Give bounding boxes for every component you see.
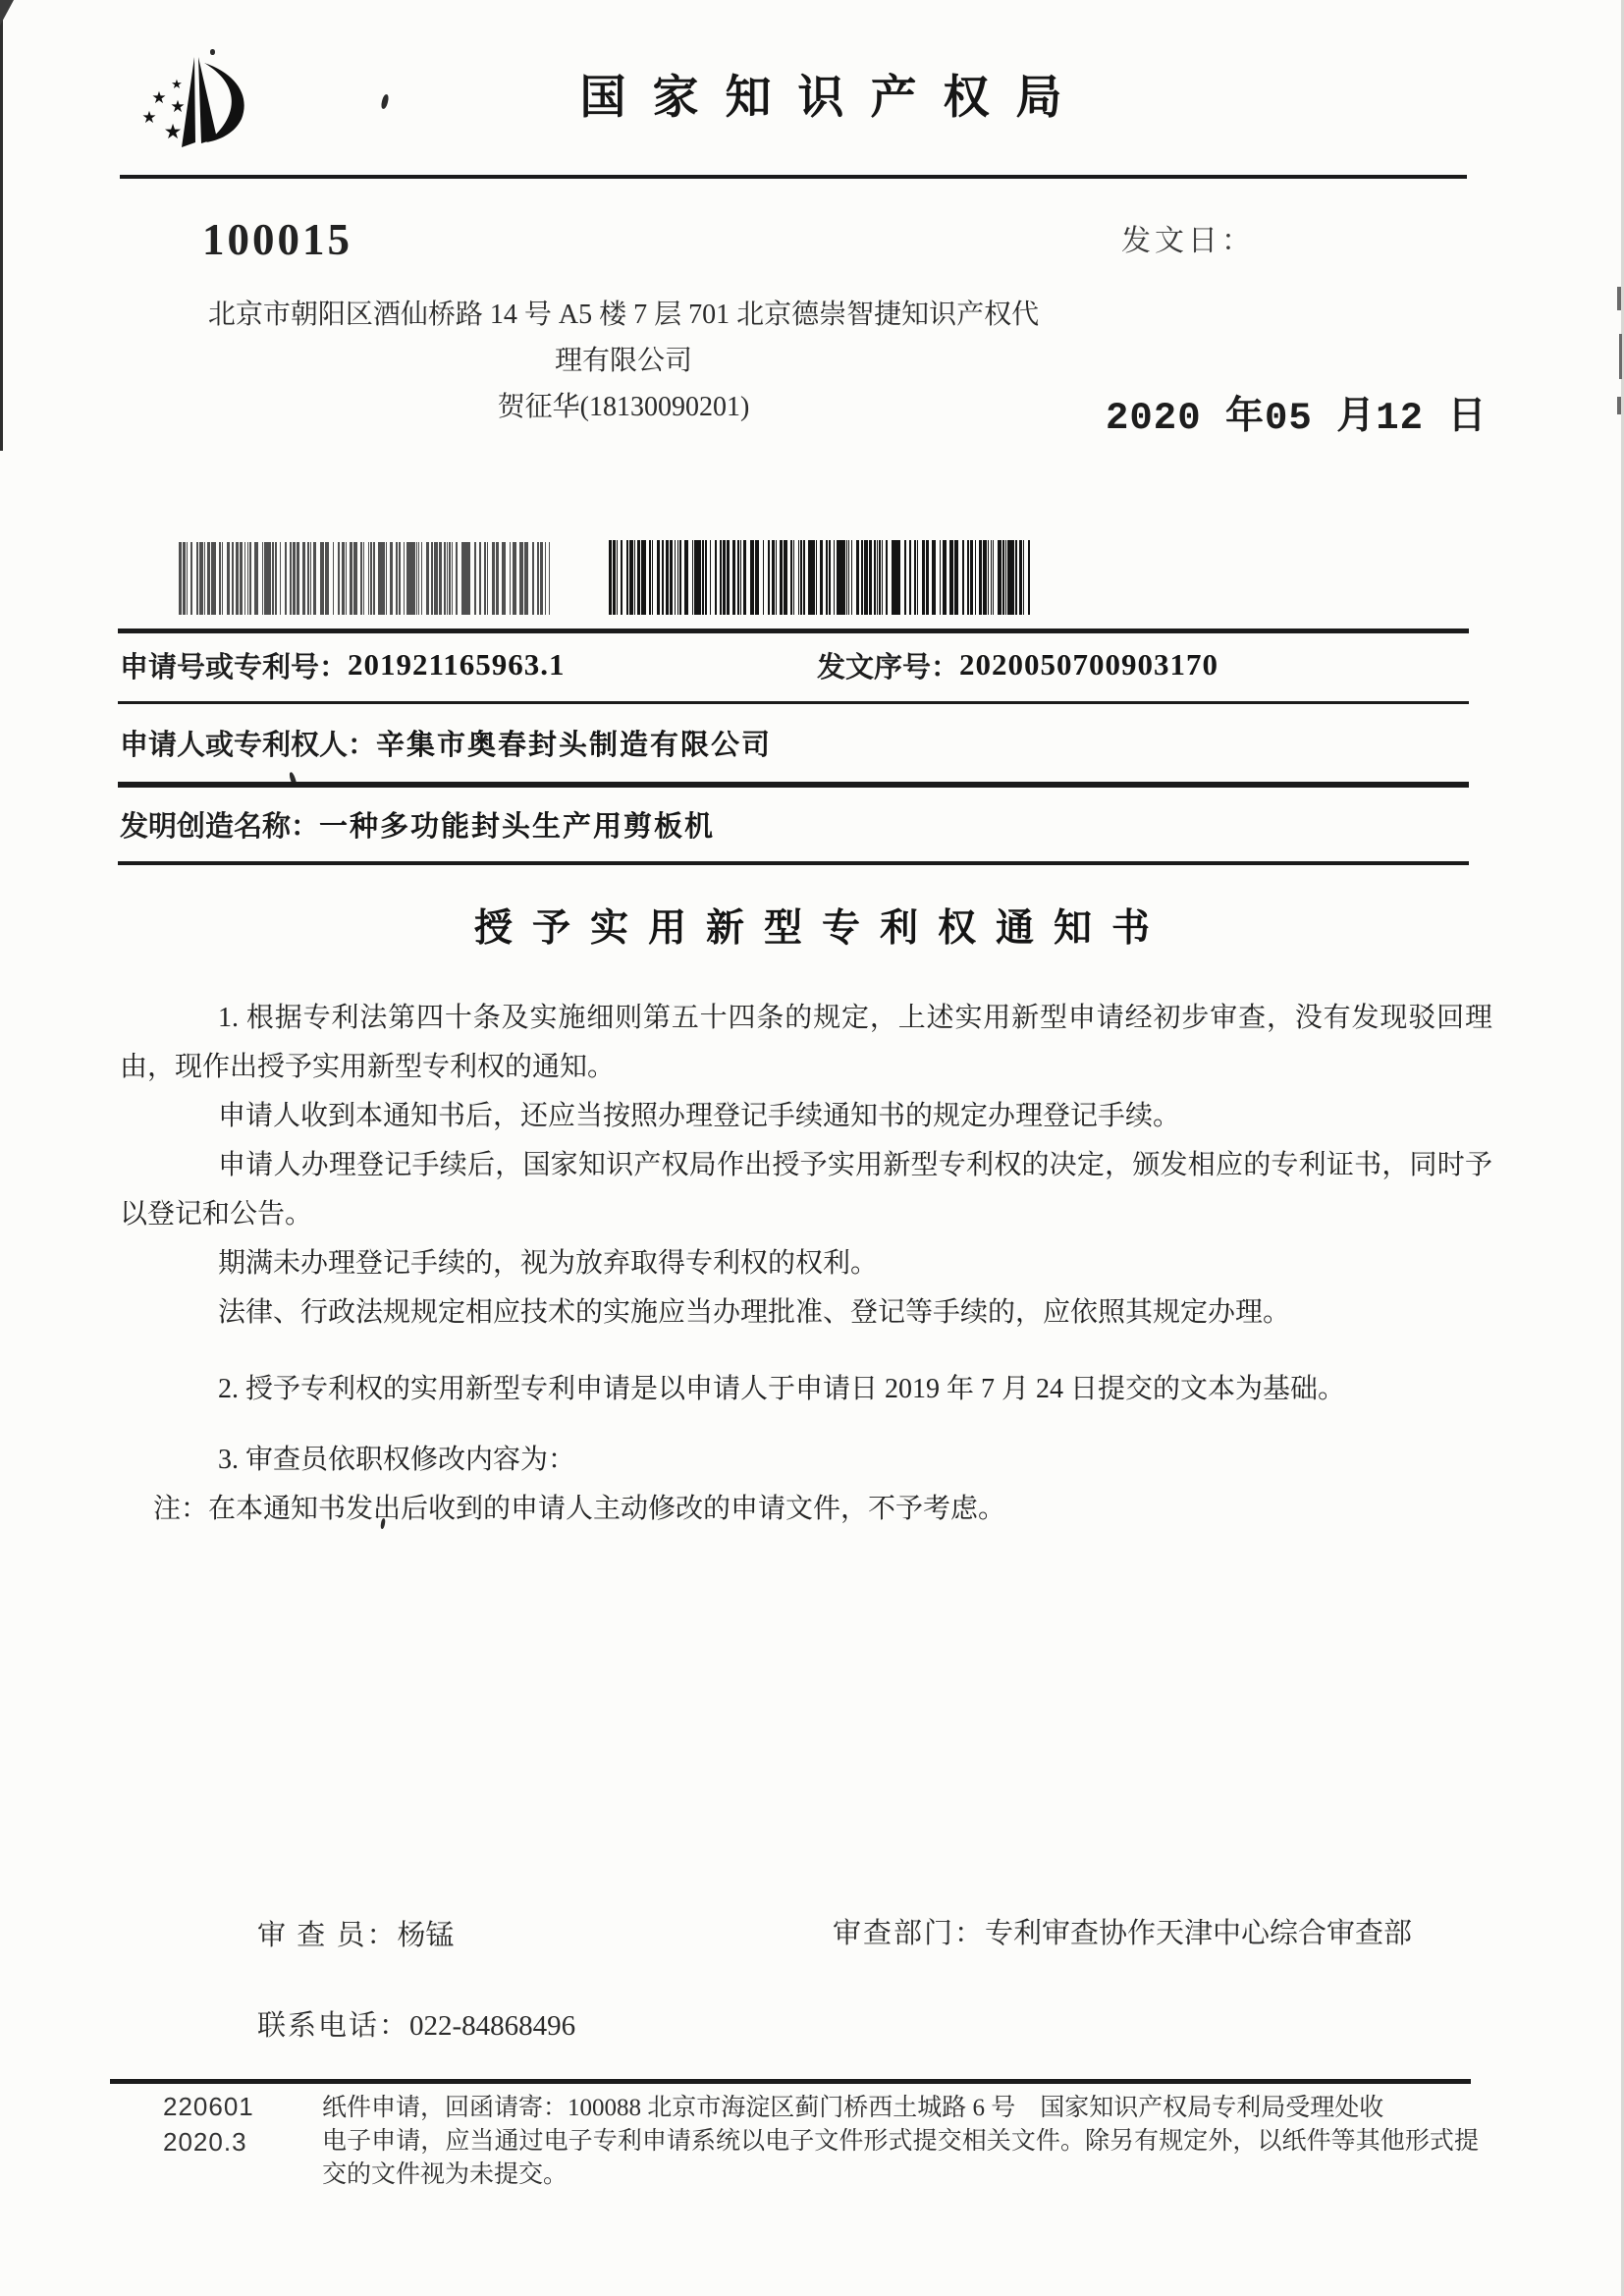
dispatch-date-label: 发文日：	[1121, 225, 1255, 257]
logo-star-icon: ★	[171, 78, 183, 92]
recipient-address-line: 理有限公司	[554, 346, 692, 376]
scan-edge-mark	[1617, 287, 1621, 310]
dispatch-date-value: 2020 年05 月12 日	[1106, 397, 1488, 440]
applicant-row	[120, 704, 1475, 782]
examiner-line	[257, 1913, 455, 1953]
barcode-serial	[609, 540, 1033, 615]
applicant-label: 申请人或专利权人：	[120, 730, 377, 761]
examiner-label: 审 查 员：	[257, 1920, 398, 1951]
footer-form-code: 220601	[163, 2092, 254, 2121]
serial-number-group	[817, 645, 1218, 685]
applicant-value: 辛集市奥春封头制造有限公司	[376, 730, 773, 761]
footer-instructions	[322, 2092, 1479, 2192]
notice-paragraph: 1. 根据专利法第四十条及实施细则第五十四条的规定，上述实用新型申请经初步审查，没有发现驳回理由，现作出授予实用新型专利权的通知。	[120, 1003, 1492, 1082]
footer-divider	[110, 2079, 1471, 2084]
invention-title-label: 发明创造名称：	[120, 811, 320, 843]
serial-number-value: 2020050700903170	[959, 647, 1219, 682]
scan-corner-artifact	[0, 0, 14, 26]
footer-mailing-line: 纸件申请，回函请寄：100088 北京市海淀区蓟门桥西土城路 6 号 国家知识产权局专利局受理处收	[322, 2095, 1384, 2121]
recipient-address-line: 北京市朝阳区酒仙桥路 14 号 A5 楼 7 层 701 北京德崇智捷知识产权代	[207, 300, 1040, 330]
notice-paragraph: 申请人办理登记手续后，国家知识产权局作出授予实用新型专利权的决定，颁发相应的专利证书，同时予以登记和公告。	[120, 1150, 1492, 1230]
scan-edge-mark	[1617, 397, 1621, 414]
notice-paragraph: 法律、行政法规规定相应技术的实施应当办理批准、登记等手续的，应依照其规定办理。	[218, 1297, 1291, 1328]
department-line	[833, 1911, 1412, 1951]
serial-number-label: 发文序号：	[817, 651, 960, 683]
phone-label: 联系电话：	[257, 2010, 410, 2042]
notice-note: 注：在本通知书发出后收到的申请人主动修改的申请文件，不予考虑。	[153, 1494, 1006, 1524]
invention-title-value: 一种多功能封头生产用剪板机	[319, 811, 716, 843]
notice-paragraph: 申请人收到本通知书后，还应当按照办理登记手续通知书的规定办理登记手续。	[218, 1101, 1181, 1131]
logo-star-icon: ★	[163, 120, 183, 143]
footer-form-version: 2020.3	[163, 2127, 247, 2157]
barcode-application	[179, 542, 550, 615]
application-number-value: 201921165963.1	[348, 647, 566, 682]
agency-title: 国家知识产权局	[579, 71, 1089, 123]
application-number-row	[120, 629, 1475, 701]
header-divider	[120, 175, 1467, 179]
notice-paragraph: 期满未办理登记手续的，视为放弃取得专利权的权利。	[218, 1248, 879, 1279]
application-number-label: 申请号或专利号：	[120, 651, 349, 683]
row-divider	[118, 861, 1469, 865]
recipient-postal-code: 100015	[202, 215, 352, 264]
footer-efiling-line: 电子申请，应当通过电子专利申请系统以电子文件形式提交相关文件。除另有规定外，以纸件等其他形式提交的文件视为未提交。	[322, 2128, 1479, 2188]
recipient-agent: 贺征华(18130090201)	[497, 392, 750, 422]
logo-star-icon: ★	[141, 108, 157, 128]
logo-star-icon: ★	[170, 97, 186, 117]
scan-edge-mark	[1619, 334, 1622, 379]
phone-number: 022-84868496	[409, 2010, 576, 2042]
notice-title: 授予实用新型专利权通知书	[473, 907, 1169, 950]
department-label: 审查部门：	[833, 1918, 986, 1949]
phone-line	[257, 2003, 575, 2044]
dispatch-box-border	[0, 0, 3, 451]
notice-paragraph: 3. 审查员依职权修改内容为：	[218, 1445, 576, 1475]
department-name: 专利审查协作天津中心综合审查部	[985, 1918, 1413, 1949]
examiner-name: 杨锰	[397, 1920, 455, 1951]
invention-title-row	[120, 788, 1475, 861]
recipient-address	[177, 292, 1070, 430]
notice-body	[120, 994, 1492, 1534]
logo-star-icon: ★	[151, 88, 167, 108]
notice-paragraph: 2. 授予专利权的实用新型专利申请是以申请人于申请日 2019 年 7 月 24 日提交的文本为基础。	[218, 1374, 1346, 1404]
